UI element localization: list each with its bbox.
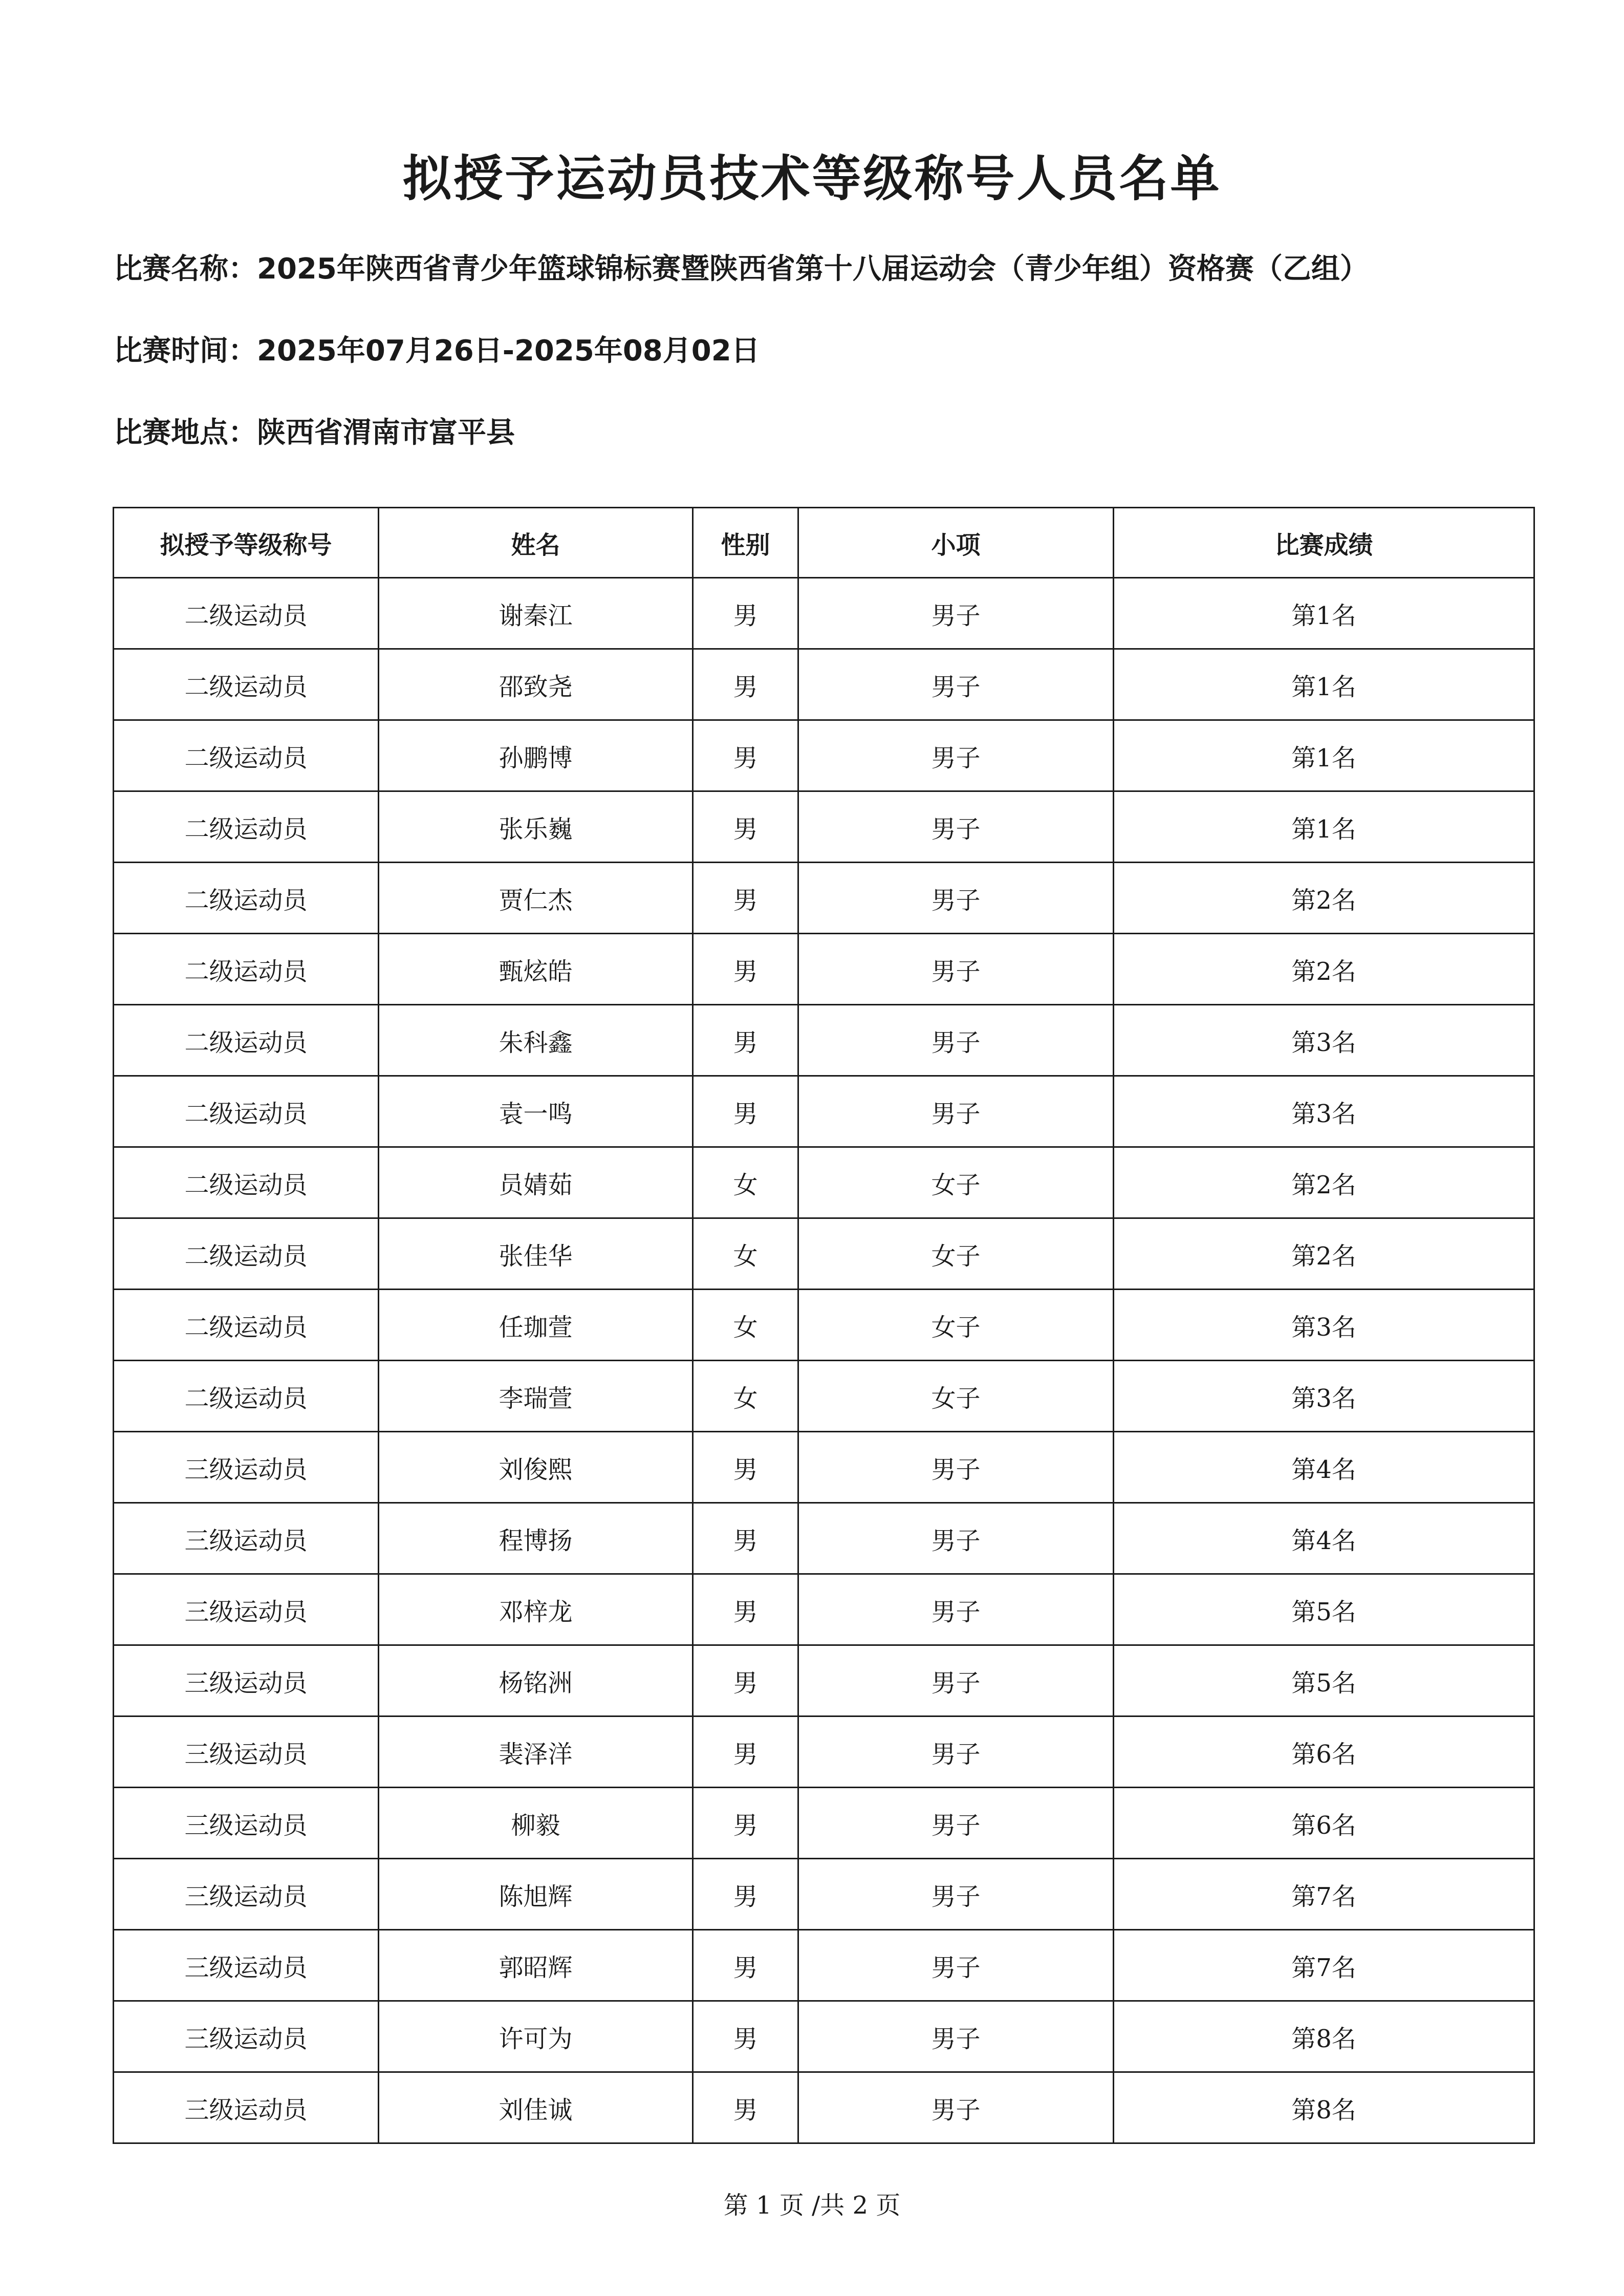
cell-grade-title: 三级运动员 xyxy=(114,1645,379,1716)
cell-name: 袁一鸣 xyxy=(379,1076,693,1147)
cell-event: 男子 xyxy=(798,1076,1114,1147)
header-gender: 性别 xyxy=(693,508,798,578)
cell-grade-title: 二级运动员 xyxy=(114,1005,379,1076)
cell-name: 李瑞萱 xyxy=(379,1361,693,1432)
cell-gender: 男 xyxy=(693,1859,798,1930)
cell-grade-title: 三级运动员 xyxy=(114,1503,379,1574)
cell-result: 第2名 xyxy=(1114,1147,1534,1218)
cell-result: 第8名 xyxy=(1114,2001,1534,2072)
cell-name: 杨铭洲 xyxy=(379,1645,693,1716)
header-name: 姓名 xyxy=(379,508,693,578)
cell-grade-title: 三级运动员 xyxy=(114,1788,379,1859)
cell-result: 第2名 xyxy=(1114,863,1534,934)
cell-gender: 男 xyxy=(693,2001,798,2072)
table-row xyxy=(114,1930,1534,2001)
header-grade-title: 拟授予等级称号 xyxy=(114,508,379,578)
cell-result: 第1名 xyxy=(1114,720,1534,791)
cell-grade-title: 二级运动员 xyxy=(114,1290,379,1361)
cell-event: 男子 xyxy=(798,1005,1114,1076)
cell-result: 第7名 xyxy=(1114,1930,1534,2001)
cell-result: 第8名 xyxy=(1114,2072,1534,2143)
cell-event: 男子 xyxy=(798,791,1114,863)
cell-event: 女子 xyxy=(798,1147,1114,1218)
competition-time-label: 比赛时间： xyxy=(114,334,257,368)
cell-grade-title: 三级运动员 xyxy=(114,1574,379,1645)
cell-grade-title: 二级运动员 xyxy=(114,863,379,934)
cell-gender: 男 xyxy=(693,1076,798,1147)
table-row xyxy=(114,1503,1534,1574)
cell-grade-title: 二级运动员 xyxy=(114,578,379,649)
cell-grade-title: 二级运动员 xyxy=(114,1076,379,1147)
cell-grade-title: 二级运动员 xyxy=(114,934,379,1005)
table-row xyxy=(114,863,1534,934)
header-event: 小项 xyxy=(798,508,1114,578)
cell-name: 刘佳诚 xyxy=(379,2072,693,2143)
cell-result: 第7名 xyxy=(1114,1859,1534,1930)
table-row xyxy=(114,1716,1534,1788)
table-row xyxy=(114,1290,1534,1361)
cell-gender: 男 xyxy=(693,791,798,863)
cell-name: 陈旭辉 xyxy=(379,1859,693,1930)
cell-grade-title: 三级运动员 xyxy=(114,1930,379,2001)
cell-gender: 女 xyxy=(693,1290,798,1361)
cell-grade-title: 二级运动员 xyxy=(114,720,379,791)
cell-gender: 女 xyxy=(693,1218,798,1290)
cell-result: 第2名 xyxy=(1114,1218,1534,1290)
cell-grade-title: 二级运动员 xyxy=(114,649,379,720)
cell-name: 张佳华 xyxy=(379,1218,693,1290)
cell-event: 男子 xyxy=(798,1788,1114,1859)
cell-gender: 男 xyxy=(693,1432,798,1503)
cell-name: 程博扬 xyxy=(379,1503,693,1574)
cell-grade-title: 三级运动员 xyxy=(114,1432,379,1503)
cell-gender: 女 xyxy=(693,1361,798,1432)
cell-result: 第1名 xyxy=(1114,649,1534,720)
table-row xyxy=(114,2001,1534,2072)
cell-gender: 男 xyxy=(693,934,798,1005)
table-row xyxy=(114,1788,1534,1859)
competition-place-line xyxy=(114,416,515,450)
cell-gender: 男 xyxy=(693,1574,798,1645)
table-body xyxy=(114,578,1534,2143)
table-row xyxy=(114,1218,1534,1290)
cell-result: 第6名 xyxy=(1114,1716,1534,1788)
cell-result: 第1名 xyxy=(1114,578,1534,649)
document-title: 拟授予运动员技术等级称号人员名单 xyxy=(402,150,1222,207)
cell-grade-title: 三级运动员 xyxy=(114,1859,379,1930)
cell-grade-title: 二级运动员 xyxy=(114,1147,379,1218)
cell-result: 第3名 xyxy=(1114,1076,1534,1147)
cell-event: 男子 xyxy=(798,578,1114,649)
cell-gender: 男 xyxy=(693,1788,798,1859)
cell-result: 第2名 xyxy=(1114,934,1534,1005)
table-row xyxy=(114,1645,1534,1716)
competition-name-line xyxy=(114,252,1369,286)
cell-event: 女子 xyxy=(798,1361,1114,1432)
cell-event: 男子 xyxy=(798,2001,1114,2072)
table-row xyxy=(114,720,1534,791)
cell-result: 第5名 xyxy=(1114,1645,1534,1716)
cell-name: 许可为 xyxy=(379,2001,693,2072)
cell-result: 第3名 xyxy=(1114,1290,1534,1361)
header-result: 比赛成绩 xyxy=(1114,508,1534,578)
cell-result: 第4名 xyxy=(1114,1432,1534,1503)
competition-time-value: 2025年07月26日-2025年08月02日 xyxy=(257,334,760,368)
table-row xyxy=(114,1147,1534,1218)
cell-gender: 男 xyxy=(693,578,798,649)
table-header-row xyxy=(114,508,1534,578)
cell-result: 第6名 xyxy=(1114,1788,1534,1859)
cell-event: 男子 xyxy=(798,1503,1114,1574)
table-row xyxy=(114,1361,1534,1432)
competition-name-value: 2025年陕西省青少年篮球锦标赛暨陕西省第十八届运动会（青少年组）资格赛（乙组） xyxy=(257,252,1369,286)
competition-time-line xyxy=(114,334,760,368)
cell-gender: 男 xyxy=(693,1503,798,1574)
competition-place-label: 比赛地点： xyxy=(114,416,257,449)
table-row xyxy=(114,1574,1534,1645)
cell-event: 男子 xyxy=(798,720,1114,791)
cell-event: 女子 xyxy=(798,1290,1114,1361)
cell-grade-title: 三级运动员 xyxy=(114,1716,379,1788)
page-number: 第 1 页 /共 2 页 xyxy=(723,2191,901,2220)
table-row xyxy=(114,1859,1534,1930)
cell-event: 男子 xyxy=(798,1574,1114,1645)
cell-gender: 男 xyxy=(693,1645,798,1716)
cell-gender: 女 xyxy=(693,1147,798,1218)
cell-name: 员婧茹 xyxy=(379,1147,693,1218)
cell-name: 贾仁杰 xyxy=(379,863,693,934)
cell-result: 第3名 xyxy=(1114,1361,1534,1432)
cell-gender: 男 xyxy=(693,649,798,720)
cell-name: 甄炫皓 xyxy=(379,934,693,1005)
cell-grade-title: 二级运动员 xyxy=(114,1218,379,1290)
cell-gender: 男 xyxy=(693,1005,798,1076)
competition-name-label: 比赛名称： xyxy=(114,252,257,286)
cell-result: 第1名 xyxy=(1114,791,1534,863)
cell-gender: 男 xyxy=(693,2072,798,2143)
athlete-roster-table xyxy=(113,507,1535,2144)
table-row xyxy=(114,934,1534,1005)
table-row xyxy=(114,1076,1534,1147)
cell-name: 裴泽洋 xyxy=(379,1716,693,1788)
table-row xyxy=(114,791,1534,863)
cell-event: 男子 xyxy=(798,1859,1114,1930)
cell-result: 第3名 xyxy=(1114,1005,1534,1076)
cell-name: 谢秦江 xyxy=(379,578,693,649)
cell-event: 男子 xyxy=(798,863,1114,934)
cell-grade-title: 二级运动员 xyxy=(114,1361,379,1432)
cell-gender: 男 xyxy=(693,1716,798,1788)
cell-event: 男子 xyxy=(798,2072,1114,2143)
competition-place-value: 陕西省渭南市富平县 xyxy=(257,416,515,449)
table-row xyxy=(114,578,1534,649)
cell-name: 郭昭辉 xyxy=(379,1930,693,2001)
cell-result: 第5名 xyxy=(1114,1574,1534,1645)
table-row xyxy=(114,649,1534,720)
cell-gender: 男 xyxy=(693,863,798,934)
cell-name: 邵致尧 xyxy=(379,649,693,720)
table-row xyxy=(114,1432,1534,1503)
cell-name: 柳毅 xyxy=(379,1788,693,1859)
cell-event: 女子 xyxy=(798,1218,1114,1290)
cell-name: 刘俊熙 xyxy=(379,1432,693,1503)
cell-grade-title: 三级运动员 xyxy=(114,2001,379,2072)
cell-name: 孙鹏博 xyxy=(379,720,693,791)
table-row xyxy=(114,2072,1534,2143)
table-row xyxy=(114,1005,1534,1076)
cell-event: 男子 xyxy=(798,649,1114,720)
cell-result: 第4名 xyxy=(1114,1503,1534,1574)
cell-name: 张乐巍 xyxy=(379,791,693,863)
cell-event: 男子 xyxy=(798,1716,1114,1788)
cell-event: 男子 xyxy=(798,1432,1114,1503)
cell-gender: 男 xyxy=(693,720,798,791)
cell-name: 朱科鑫 xyxy=(379,1005,693,1076)
cell-grade-title: 二级运动员 xyxy=(114,791,379,863)
cell-event: 男子 xyxy=(798,934,1114,1005)
cell-gender: 男 xyxy=(693,1930,798,2001)
cell-event: 男子 xyxy=(798,1930,1114,2001)
cell-name: 任珈萱 xyxy=(379,1290,693,1361)
cell-name: 邓梓龙 xyxy=(379,1574,693,1645)
cell-grade-title: 三级运动员 xyxy=(114,2072,379,2143)
cell-event: 男子 xyxy=(798,1645,1114,1716)
